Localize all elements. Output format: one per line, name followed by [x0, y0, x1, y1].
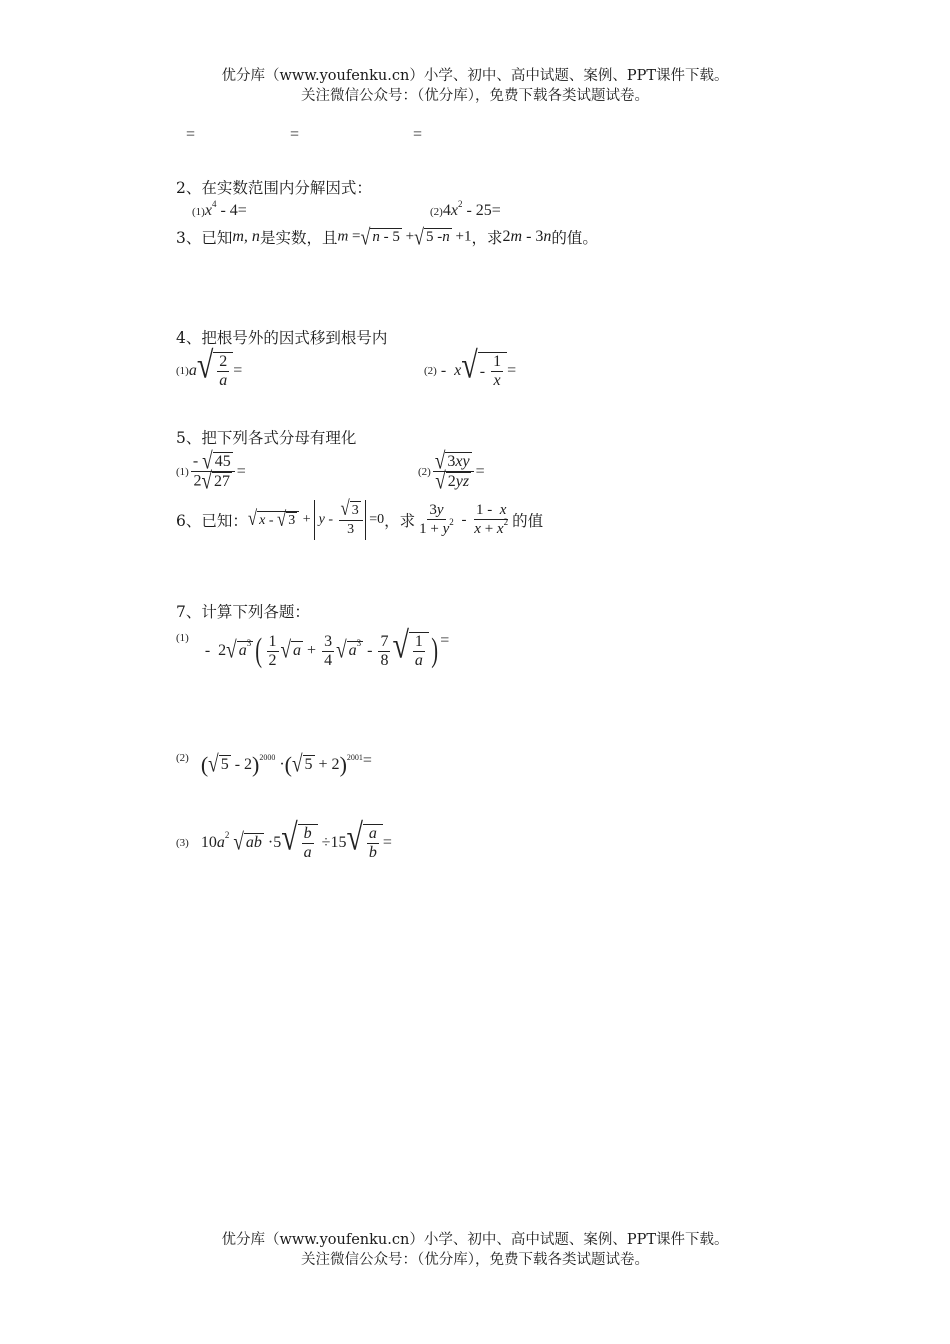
question-7-part-3: (3) 10 a 2 √ ab ·5 √ $\frac{b}{a}$ ÷15 √ $\frac{a}{b}$ = — [176, 816, 392, 861]
part-label: (1) — [176, 465, 189, 478]
question-7-text: 7、计算下列各题： — [176, 603, 310, 621]
question-3-condition: m = √ n - 5 + √ 5 - n +1 — [337, 224, 472, 250]
question-2-text: 2、在实数范围内分解因式： — [176, 179, 372, 197]
question-5-part-1: (1) - √ 45 2 √ 27 = — [176, 448, 246, 495]
question-7-part-2: (2) ( √ 5 - 2 ) 2000 · ( √ 5 + 2 ) 2001 = — [176, 751, 372, 778]
footer-line-1: 优分库（www.youfenku.cn）小学、初中、高中试题、案例、PPT课件下载。 — [221, 1232, 729, 1248]
question-5-text: 5、把下列各式分母有理化 — [176, 429, 357, 447]
question-3-text-b: 是实数，且 — [259, 229, 338, 247]
question-3-text-d: 的值。 — [551, 229, 598, 247]
question-4-part-1: (1) a √ $\frac{2}{a}$ = — [176, 344, 243, 389]
question-2-part-2: $(2)4x^2 - 25=$ — [430, 199, 501, 219]
question-6-text-c: 的值 — [512, 512, 544, 530]
header-line-2: 关注微信公众号：（优分库），免费下载各类试题试卷。 — [301, 88, 649, 104]
part-label: (1) — [176, 632, 189, 644]
equals-sign-1: = — [186, 126, 196, 143]
header-line-1: 优分库（www.youfenku.cn）小学、初中、高中试题、案例、PPT课件下载。 — [221, 68, 729, 84]
question-6-expression: $\frac{3y}{1 + y^2}$ - $\frac{1 - x}{x + x^2}$ — [419, 502, 509, 537]
part-label: (2) — [176, 752, 189, 764]
question-3-text-c: ，求 — [471, 229, 503, 247]
part-label: (2) — [418, 465, 431, 478]
equals-sign-3: = — [413, 126, 423, 143]
part-label: (1) — [176, 365, 189, 377]
question-3-expression: 2m - 3n — [502, 228, 552, 245]
question-6 — [176, 496, 544, 540]
part-label: (2) — [430, 206, 443, 218]
question-7-part-1: (1) - 2 √ a 3 ( $\frac{1}{2}$ √ a + $\frac{3}{4}$ √ a 3 - $\frac{7}{8}$ √ $\frac{1}{a}$ ) = — [176, 624, 450, 669]
question-6-text-a: 6、已知： — [176, 512, 248, 530]
question-6-condition: √ x - √ 3 + y - √ 3 3 =0 — [248, 500, 384, 540]
question-6-text-b: ，求 — [384, 512, 416, 530]
question-4-part-2: (2) - x √ - $\frac{1}{x}$ = — [424, 344, 517, 389]
part-label: (1) — [192, 206, 205, 218]
question-5-part-2: (2) √ 3 xy √ 2 yz = — [418, 448, 485, 495]
question-3-text-a: 3、已知 — [176, 229, 233, 247]
question-3-vars: m, n — [232, 228, 260, 245]
question-3 — [176, 226, 598, 248]
part-label: (2) — [424, 365, 437, 377]
question-2-part-1: $(1)x^4 - 4=$ — [192, 199, 247, 219]
part-label: (3) — [176, 837, 189, 849]
equals-sign-2: = — [290, 126, 300, 143]
footer-line-2: 关注微信公众号：（优分库），免费下载各类试题试卷。 — [301, 1252, 649, 1268]
question-4-text: 4、把根号外的因式移到根号内 — [176, 329, 388, 347]
